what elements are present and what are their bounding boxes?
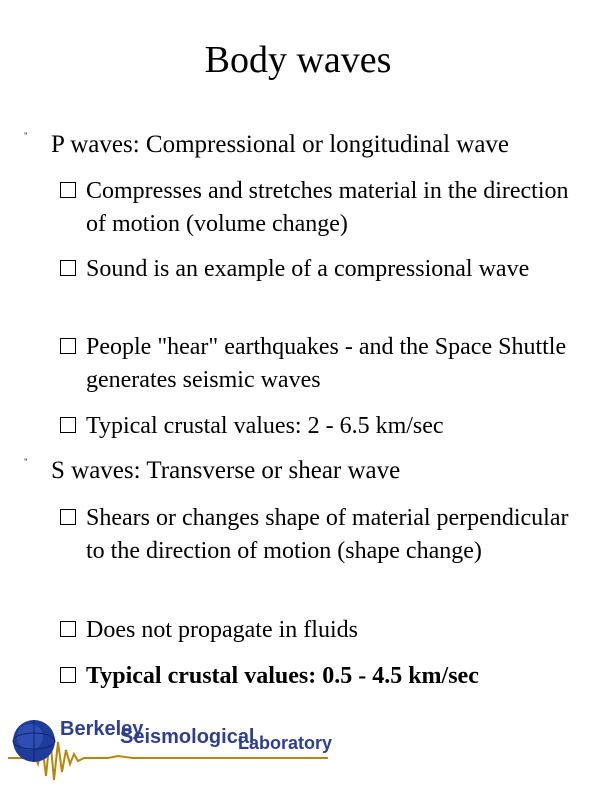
logo-word-seismological: Seismological xyxy=(120,726,255,748)
subbullet-text: Shears or changes shape of material perpendicular to the direction of motion (shape change) xyxy=(86,505,569,564)
subbullet xyxy=(60,410,580,443)
subbullet-text: Compresses and stretches material in the direction of motion (volume change) xyxy=(86,178,569,237)
subbullet xyxy=(60,175,580,241)
subbullet xyxy=(60,502,580,568)
subbullet-text: Sound is an example of a compressional wave xyxy=(86,256,530,282)
berkeley-seismological-laboratory-logo xyxy=(8,714,338,784)
subbullet xyxy=(60,331,580,397)
bullet-text: P waves: Compressional or longitudinal wave xyxy=(51,131,510,158)
bullet-marker: " xyxy=(24,457,28,467)
bullet-text: S waves: Transverse or shear wave xyxy=(51,457,401,484)
slide-title: Body waves xyxy=(204,39,392,81)
subbullet-text: People "hear" earthquakes - and the Space Shuttle generates seismic waves xyxy=(86,334,567,393)
bullet-marker: " xyxy=(24,131,28,141)
checkbox-bullet-icon xyxy=(60,417,76,433)
subbullet xyxy=(60,614,580,647)
subbullet xyxy=(60,253,580,286)
subbullet-text: Typical crustal values: 0.5 - 4.5 km/sec xyxy=(86,663,479,689)
checkbox-bullet-icon xyxy=(60,338,76,354)
subbullet xyxy=(60,660,580,693)
logo-word-laboratory: Laboratory xyxy=(238,733,333,753)
checkbox-bullet-icon xyxy=(60,260,76,276)
subbullet-text: Does not propagate in fluids xyxy=(86,617,358,643)
checkbox-bullet-icon xyxy=(60,667,76,683)
checkbox-bullet-icon xyxy=(60,621,76,637)
logo-word-berkeley: Berkeley xyxy=(60,718,144,740)
subbullet-text: Typical crustal values: 2 - 6.5 km/sec xyxy=(86,413,444,439)
checkbox-bullet-icon xyxy=(60,509,76,525)
checkbox-bullet-icon xyxy=(60,182,76,198)
